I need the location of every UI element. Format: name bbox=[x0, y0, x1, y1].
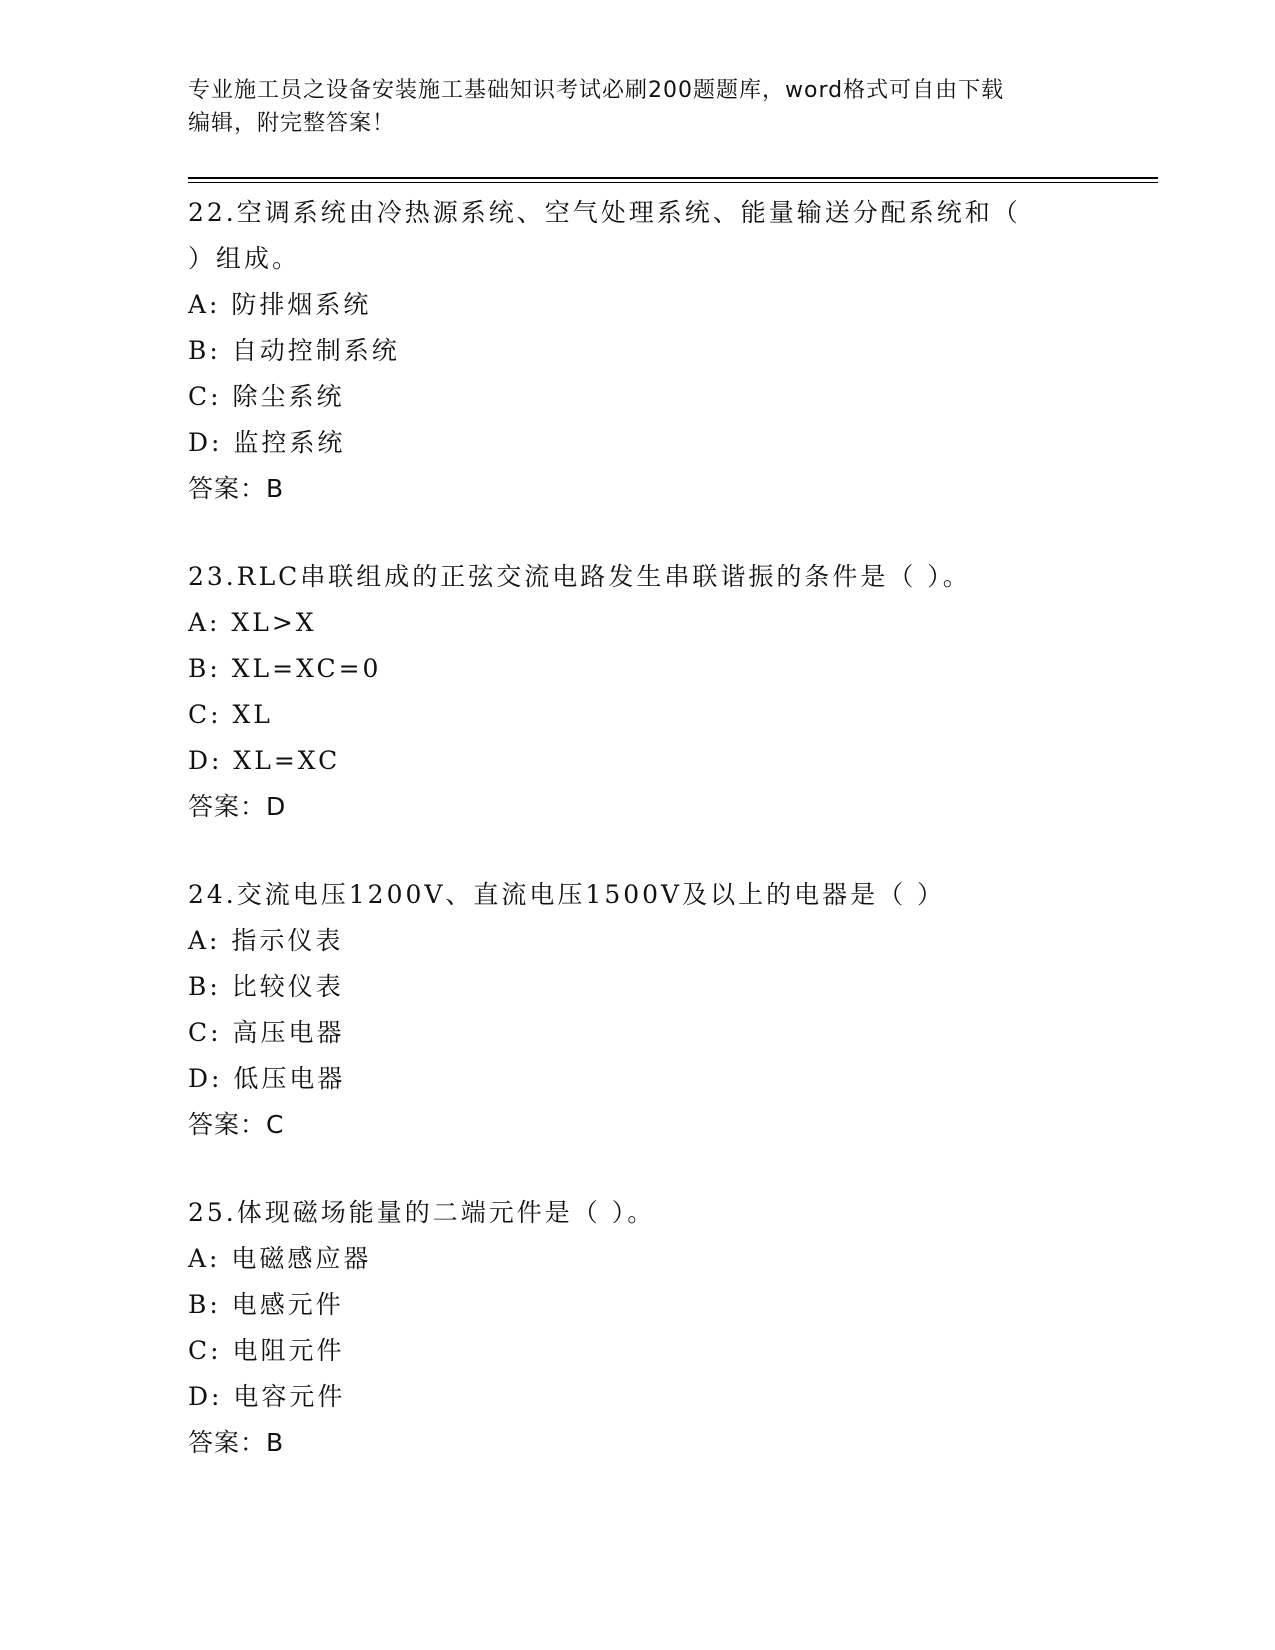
option-a: A: 指示仪表 bbox=[188, 926, 344, 955]
answer: 答案：B bbox=[188, 1428, 285, 1457]
question-stem: 24.交流电压1200V、直流电压1500V及以上的电器是（ ） bbox=[188, 880, 946, 909]
document-header bbox=[188, 74, 1088, 140]
option-c: C: 除尘系统 bbox=[188, 382, 345, 411]
question-stem: 23.RLC串联组成的正弦交流电路发生串联谐振的条件是（ ）。 bbox=[188, 562, 971, 591]
option-b: B: 比较仪表 bbox=[188, 972, 344, 1001]
question-22 bbox=[188, 190, 1148, 512]
option-d: D: 监控系统 bbox=[188, 428, 346, 457]
option-c: C: 高压电器 bbox=[188, 1018, 345, 1047]
option-a: A: 防排烟系统 bbox=[188, 290, 372, 319]
option-d: D: XL=XC bbox=[188, 746, 341, 775]
option-d: D: 低压电器 bbox=[188, 1064, 346, 1093]
option-a: A: XL>X bbox=[188, 608, 317, 637]
answer: 答案：D bbox=[188, 792, 287, 821]
answer: 答案：C bbox=[188, 1110, 285, 1139]
question-25 bbox=[188, 1190, 1148, 1466]
option-b: B: 自动控制系统 bbox=[188, 336, 400, 365]
question-stem: 22.空调系统由冷热源系统、空气处理系统、能量输送分配系统和（ bbox=[188, 198, 1021, 227]
question-stem: 25.体现磁场能量的二端元件是（ ）。 bbox=[188, 1198, 656, 1227]
option-a: A: 电磁感应器 bbox=[188, 1244, 372, 1273]
option-b: B: 电感元件 bbox=[188, 1290, 344, 1319]
question-list bbox=[188, 190, 1148, 1508]
question-stem-continued: ）组成。 bbox=[188, 244, 301, 273]
option-b: B: XL=XC=0 bbox=[188, 654, 382, 683]
header-line-1: 专业施工员之设备安装施工基础知识考试必刷200题题库，word格式可自由下载 bbox=[188, 78, 1005, 103]
answer: 答案：B bbox=[188, 474, 285, 503]
question-23 bbox=[188, 554, 1148, 830]
option-c: C: 电阻元件 bbox=[188, 1336, 345, 1365]
question-24 bbox=[188, 872, 1148, 1148]
header-divider-bottom bbox=[188, 182, 1158, 183]
header-divider-top bbox=[188, 177, 1158, 179]
option-c: C: XL bbox=[188, 700, 273, 729]
option-d: D: 电容元件 bbox=[188, 1382, 346, 1411]
header-line-2: 编辑，附完整答案！ bbox=[188, 111, 396, 136]
